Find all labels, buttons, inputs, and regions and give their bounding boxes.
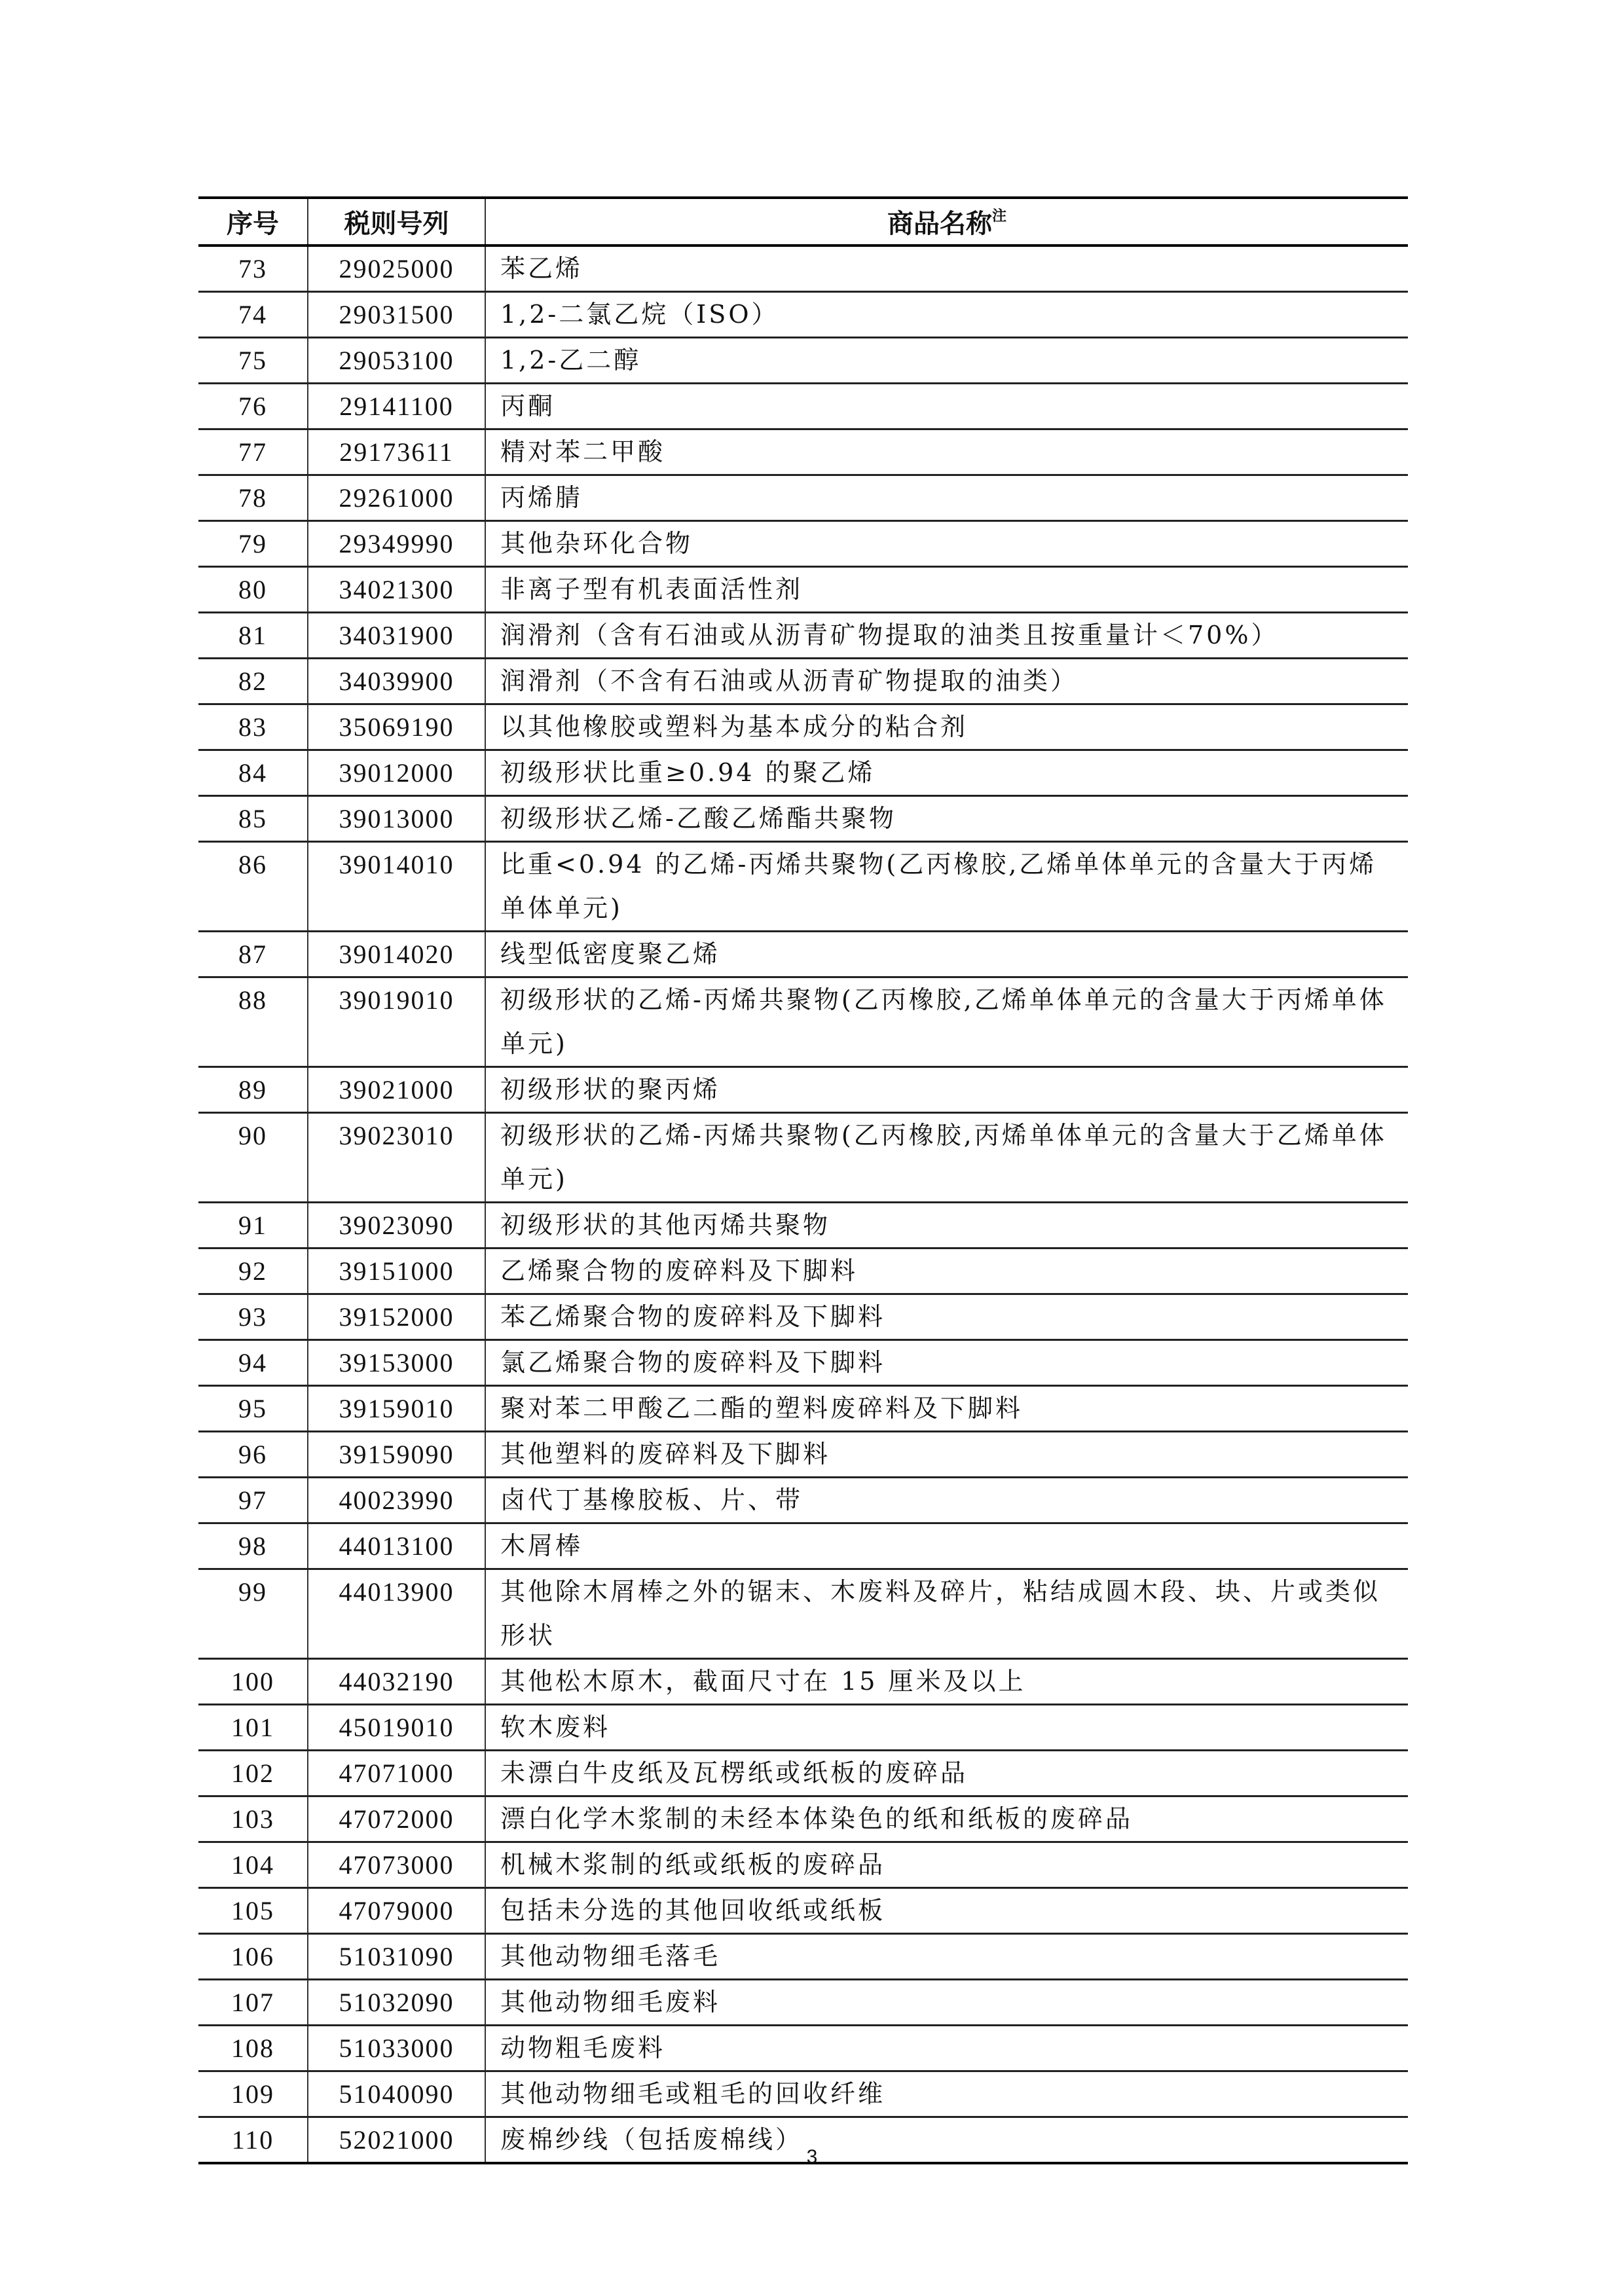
row-index: 103: [198, 1796, 308, 1842]
row-goods-name: 卤代丁基橡胶板、片、带: [485, 1478, 1408, 1523]
row-goods-name: 机械木浆制的纸或纸板的废碎品: [485, 1842, 1408, 1888]
row-goods-name: 线型低密度聚乙烯: [485, 932, 1408, 977]
table-row: [198, 1796, 1408, 1842]
row-index: 73: [198, 246, 308, 292]
row-index: 90: [198, 1113, 308, 1203]
row-tariff-code: 29349990: [308, 521, 485, 567]
row-tariff-code: 39159010: [308, 1386, 485, 1432]
row-index: 95: [198, 1386, 308, 1432]
table-header-row: [198, 198, 1408, 246]
row-tariff-code: 40023990: [308, 1478, 485, 1523]
row-goods-name: 初级形状的乙烯-丙烯共聚物(乙丙橡胶,乙烯单体单元的含量大于丙烯单体单元): [485, 977, 1408, 1067]
row-goods-name: 润滑剂（不含有石油或从沥青矿物提取的油类）: [485, 659, 1408, 704]
row-index: 74: [198, 292, 308, 338]
header-name-note: 注: [991, 208, 1006, 225]
header-name: [485, 198, 1408, 246]
table-row: [198, 842, 1408, 932]
table-row: [198, 1980, 1408, 2026]
row-goods-name: 其他动物细毛废料: [485, 1980, 1408, 2026]
row-goods-name: 其他动物细毛落毛: [485, 1934, 1408, 1980]
row-tariff-code: 44032190: [308, 1659, 485, 1705]
row-goods-name: 未漂白牛皮纸及瓦楞纸或纸板的废碎品: [485, 1751, 1408, 1796]
row-goods-name: 初级形状比重≥0.94 的聚乙烯: [485, 750, 1408, 796]
table-row: [198, 1340, 1408, 1386]
row-tariff-code: 47071000: [308, 1751, 485, 1796]
table-row: [198, 1888, 1408, 1934]
row-tariff-code: 39021000: [308, 1067, 485, 1113]
row-index: 108: [198, 2026, 308, 2071]
row-tariff-code: 29173611: [308, 429, 485, 475]
row-goods-name: 苯乙烯: [485, 246, 1408, 292]
row-goods-name: 漂白化学木浆制的未经本体染色的纸和纸板的废碎品: [485, 1796, 1408, 1842]
row-tariff-code: 39152000: [308, 1294, 485, 1340]
row-tariff-code: 29053100: [308, 338, 485, 384]
row-index: 78: [198, 475, 308, 521]
row-index: 98: [198, 1523, 308, 1569]
table-row: [198, 338, 1408, 384]
row-goods-name: 润滑剂（含有石油或从沥青矿物提取的油类且按重量计＜70%）: [485, 613, 1408, 659]
row-tariff-code: 47073000: [308, 1842, 485, 1888]
row-tariff-code: 51040090: [308, 2071, 485, 2117]
row-tariff-code: 51031090: [308, 1934, 485, 1980]
table-body: [198, 246, 1408, 2163]
row-tariff-code: 44013900: [308, 1569, 485, 1659]
row-index: 89: [198, 1067, 308, 1113]
row-goods-name: 丙酮: [485, 384, 1408, 429]
row-tariff-code: 29141100: [308, 384, 485, 429]
row-tariff-code: 34031900: [308, 613, 485, 659]
row-index: 85: [198, 796, 308, 842]
table-row: [198, 292, 1408, 338]
table-row: [198, 567, 1408, 613]
row-index: 101: [198, 1705, 308, 1751]
header-index: 序号: [198, 198, 308, 246]
table-row: [198, 1523, 1408, 1569]
row-index: 87: [198, 932, 308, 977]
row-index: 91: [198, 1203, 308, 1248]
row-tariff-code: 51033000: [308, 2026, 485, 2071]
table-row: [198, 1705, 1408, 1751]
row-tariff-code: 51032090: [308, 1980, 485, 2026]
row-goods-name: 1,2-乙二醇: [485, 338, 1408, 384]
row-index: 82: [198, 659, 308, 704]
table-row: [198, 977, 1408, 1067]
row-tariff-code: 39153000: [308, 1340, 485, 1386]
table-row: [198, 1432, 1408, 1478]
row-goods-name: 乙烯聚合物的废碎料及下脚料: [485, 1248, 1408, 1294]
row-goods-name: 其他杂环化合物: [485, 521, 1408, 567]
row-tariff-code: 52021000: [308, 2117, 485, 2164]
row-tariff-code: 39012000: [308, 750, 485, 796]
row-index: 97: [198, 1478, 308, 1523]
table-row: [198, 1248, 1408, 1294]
table-row: [198, 1203, 1408, 1248]
table-row: [198, 1478, 1408, 1523]
row-tariff-code: 47072000: [308, 1796, 485, 1842]
row-tariff-code: 39013000: [308, 796, 485, 842]
row-goods-name: 丙烯腈: [485, 475, 1408, 521]
table-row: [198, 1113, 1408, 1203]
row-goods-name: 初级形状的乙烯-丙烯共聚物(乙丙橡胶,丙烯单体单元的含量大于乙烯单体单元): [485, 1113, 1408, 1203]
row-index: 81: [198, 613, 308, 659]
table-row: [198, 1842, 1408, 1888]
row-tariff-code: 39023090: [308, 1203, 485, 1248]
row-index: 86: [198, 842, 308, 932]
row-index: 75: [198, 338, 308, 384]
row-tariff-code: 39014020: [308, 932, 485, 977]
goods-table: [198, 196, 1408, 2164]
table-row: [198, 750, 1408, 796]
row-index: 102: [198, 1751, 308, 1796]
row-index: 109: [198, 2071, 308, 2117]
table-row: [198, 521, 1408, 567]
table-row: [198, 1659, 1408, 1705]
row-goods-name: 软木废料: [485, 1705, 1408, 1751]
header-name-label: 商品名称: [887, 209, 992, 239]
row-index: 84: [198, 750, 308, 796]
row-tariff-code: 29031500: [308, 292, 485, 338]
row-goods-name: 其他塑料的废碎料及下脚料: [485, 1432, 1408, 1478]
table-row: [198, 384, 1408, 429]
table-row: [198, 1934, 1408, 1980]
row-tariff-code: 34039900: [308, 659, 485, 704]
table-row: [198, 2071, 1408, 2117]
row-index: 107: [198, 1980, 308, 2026]
table-row: [198, 932, 1408, 977]
row-goods-name: 非离子型有机表面活性剂: [485, 567, 1408, 613]
table-row: [198, 429, 1408, 475]
table-row: [198, 704, 1408, 750]
row-index: 88: [198, 977, 308, 1067]
row-tariff-code: 29261000: [308, 475, 485, 521]
row-goods-name: 聚对苯二甲酸乙二酯的塑料废碎料及下脚料: [485, 1386, 1408, 1432]
table-row: [198, 613, 1408, 659]
row-goods-name: 初级形状的其他丙烯共聚物: [485, 1203, 1408, 1248]
row-tariff-code: 39019010: [308, 977, 485, 1067]
row-goods-name: 其他松木原木，截面尺寸在 15 厘米及以上: [485, 1659, 1408, 1705]
row-goods-name: 动物粗毛废料: [485, 2026, 1408, 2071]
row-index: 105: [198, 1888, 308, 1934]
row-index: 99: [198, 1569, 308, 1659]
page-number: 3: [806, 2146, 818, 2168]
table-row: [198, 1751, 1408, 1796]
row-goods-name: 木屑棒: [485, 1523, 1408, 1569]
row-goods-name: 初级形状乙烯-乙酸乙烯酯共聚物: [485, 796, 1408, 842]
header-code: 税则号列: [308, 198, 485, 246]
row-tariff-code: 35069190: [308, 704, 485, 750]
row-tariff-code: 29025000: [308, 246, 485, 292]
table-row: [198, 246, 1408, 292]
row-goods-name: 1,2-二氯乙烷（ISO）: [485, 292, 1408, 338]
row-index: 79: [198, 521, 308, 567]
row-tariff-code: 39023010: [308, 1113, 485, 1203]
row-goods-name: 其他除木屑棒之外的锯末、木废料及碎片，粘结成圆木段、块、片或类似形状: [485, 1569, 1408, 1659]
row-index: 93: [198, 1294, 308, 1340]
table-row: [198, 659, 1408, 704]
row-goods-name: 废棉纱线（包括废棉线）: [485, 2117, 1408, 2164]
row-tariff-code: 39151000: [308, 1248, 485, 1294]
row-tariff-code: 39014010: [308, 842, 485, 932]
table-row: [198, 2026, 1408, 2071]
table-row: [198, 1067, 1408, 1113]
row-tariff-code: 44013100: [308, 1523, 485, 1569]
row-index: 100: [198, 1659, 308, 1705]
row-index: 92: [198, 1248, 308, 1294]
row-goods-name: 包括未分选的其他回收纸或纸板: [485, 1888, 1408, 1934]
row-goods-name: 初级形状的聚丙烯: [485, 1067, 1408, 1113]
row-index: 106: [198, 1934, 308, 1980]
row-index: 76: [198, 384, 308, 429]
row-goods-name: 以其他橡胶或塑料为基本成分的粘合剂: [485, 704, 1408, 750]
row-tariff-code: 34021300: [308, 567, 485, 613]
row-goods-name: 精对苯二甲酸: [485, 429, 1408, 475]
table-row: [198, 1294, 1408, 1340]
row-tariff-code: 39159090: [308, 1432, 485, 1478]
row-index: 94: [198, 1340, 308, 1386]
row-index: 80: [198, 567, 308, 613]
table-row: [198, 1569, 1408, 1659]
row-index: 110: [231, 2125, 274, 2155]
table-row: [198, 1386, 1408, 1432]
row-index: 104: [198, 1842, 308, 1888]
row-goods-name: 苯乙烯聚合物的废碎料及下脚料: [485, 1294, 1408, 1340]
table-row: [198, 475, 1408, 521]
row-goods-name: 氯乙烯聚合物的废碎料及下脚料: [485, 1340, 1408, 1386]
row-index: 83: [198, 704, 308, 750]
row-index: 96: [198, 1432, 308, 1478]
table-row: [198, 796, 1408, 842]
row-goods-name: 其他动物细毛或粗毛的回收纤维: [485, 2071, 1408, 2117]
row-goods-name: 比重<0.94 的乙烯-丙烯共聚物(乙丙橡胶,乙烯单体单元的含量大于丙烯单体单元): [485, 842, 1408, 932]
row-tariff-code: 45019010: [308, 1705, 485, 1751]
row-tariff-code: 47079000: [308, 1888, 485, 1934]
row-index: 77: [198, 429, 308, 475]
